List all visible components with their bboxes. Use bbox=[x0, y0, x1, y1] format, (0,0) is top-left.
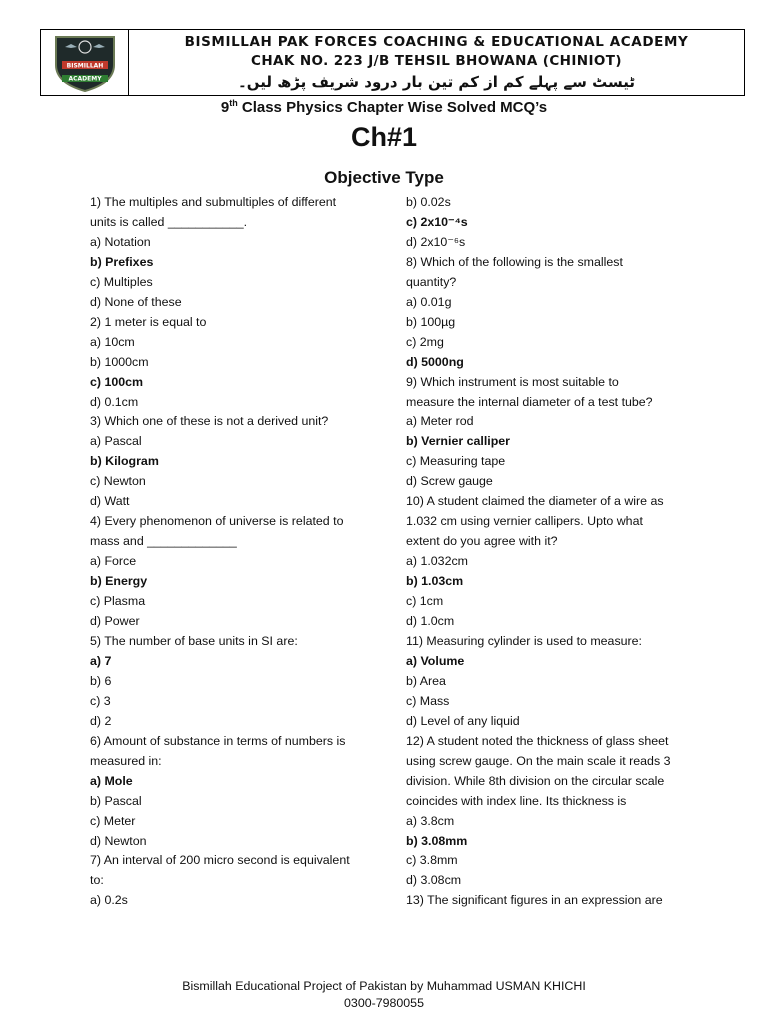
footer bbox=[0, 978, 768, 1012]
text-line: a) 10cm bbox=[90, 334, 135, 349]
text-line: c) Mass bbox=[406, 693, 450, 708]
text-line: c) 2x10⁻⁴s bbox=[406, 214, 468, 229]
question-line: 7) An interval of 200 micro second is equivalent bbox=[90, 853, 350, 868]
text-line: b) 1000cm bbox=[90, 354, 149, 369]
text-line: b) Energy bbox=[90, 574, 148, 589]
text-line: using screw gauge. On the main scale it reads 3 bbox=[406, 753, 671, 768]
text-line: b) Area bbox=[406, 673, 446, 688]
question-line: 6) Amount of substance in terms of numbers is bbox=[90, 733, 346, 748]
text-line: a) 0.2s bbox=[90, 893, 128, 908]
text-line: d) 5000ng bbox=[406, 354, 464, 369]
question-line: 3) Which one of these is not a derived unit? bbox=[90, 414, 329, 429]
text-line: c) 1cm bbox=[406, 594, 444, 609]
question-line: 4) Every phenomenon of universe is related to bbox=[90, 514, 344, 529]
text-line: measure the internal diameter of a test tube? bbox=[406, 394, 653, 409]
text-line: a) 1.032cm bbox=[406, 554, 468, 569]
text-line: a) 0.01g bbox=[406, 294, 452, 309]
text-line: d) Level of any liquid bbox=[406, 713, 520, 728]
text-line: b) Kilogram bbox=[90, 454, 159, 469]
text-line: b) Prefixes bbox=[90, 254, 154, 269]
text-line: c) Plasma bbox=[90, 594, 146, 609]
text-line: b) 3.08mm bbox=[406, 833, 468, 848]
question-line: 1) The multiples and submultiples of different bbox=[90, 195, 337, 209]
text-line: d) Power bbox=[90, 614, 140, 629]
shield-logo-icon bbox=[48, 33, 122, 93]
text-line: c) 3 bbox=[90, 693, 111, 708]
text-line: c) Newton bbox=[90, 474, 146, 489]
grade-number: 9 bbox=[220, 99, 230, 116]
question-line: 8) Which of the following is the smallest bbox=[406, 254, 623, 269]
text-line: measured in: bbox=[90, 753, 162, 768]
question-line: 11) Measuring cylinder is used to measure: bbox=[406, 633, 642, 648]
subtitle-text: Class Physics Chapter Wise Solved MCQ’s bbox=[237, 99, 548, 116]
academy-name: BISMILLAH PAK FORCES COACHING & EDUCATIONAL ACADEMY bbox=[184, 33, 689, 50]
text-line: a) 7 bbox=[90, 653, 112, 668]
text-line: extent do you agree with it? bbox=[406, 534, 558, 549]
text-line: 1.032 cm using vernier callipers. Upto what bbox=[406, 514, 643, 529]
text-line: a) Mole bbox=[90, 773, 133, 788]
text-line: division. While 8th division on the circular scale bbox=[406, 773, 665, 788]
text-line: b) 6 bbox=[90, 673, 112, 688]
question-line: 12) A student noted the thickness of glass sheet bbox=[406, 733, 669, 748]
question-line: 10) A student claimed the diameter of a wire as bbox=[406, 494, 664, 509]
text-line: a) Notation bbox=[90, 234, 151, 249]
text-line: c) 3.8mm bbox=[406, 853, 458, 868]
text-line: d) 3.08cm bbox=[406, 873, 462, 888]
text-line: b) Vernier calliper bbox=[406, 434, 510, 449]
text-line: b) 1.03cm bbox=[406, 574, 464, 589]
text-line: a) Pascal bbox=[90, 434, 142, 449]
academy-logo bbox=[41, 30, 129, 95]
page-subtitle bbox=[0, 98, 768, 116]
text-line: b) 100µg bbox=[406, 314, 456, 329]
text-line: quantity? bbox=[406, 274, 457, 289]
text-line: d) 2x10⁻⁶s bbox=[406, 234, 466, 249]
footer-phone: 0300-7980055 bbox=[344, 996, 424, 1010]
text-line: d) 0.1cm bbox=[90, 394, 139, 409]
grade-suffix: th bbox=[229, 98, 238, 108]
text-line: c) Multiples bbox=[90, 274, 153, 289]
text-line: c) Measuring tape bbox=[406, 454, 506, 469]
footer-credit: Bismillah Educational Project of Pakistan by Muhammad USMAN KHICHI bbox=[182, 979, 586, 993]
text-line: b) Pascal bbox=[90, 793, 142, 808]
header-text-block bbox=[129, 30, 744, 95]
text-line: d) 1.0cm bbox=[406, 614, 455, 629]
text-line: d) None of these bbox=[90, 294, 182, 309]
text-line: units is called ___________. bbox=[90, 214, 248, 229]
text-line: d) Newton bbox=[90, 833, 147, 848]
left-column bbox=[90, 193, 390, 911]
text-line: a) Meter rod bbox=[406, 414, 474, 429]
text-line: a) Force bbox=[90, 554, 137, 569]
urdu-instruction: ٹیسٹ سے پہلے کم از کم تین بار درود شریف پڑھ لیں۔ bbox=[237, 72, 636, 91]
text-line: c) 2mg bbox=[406, 334, 444, 349]
text-line: b) 0.02s bbox=[406, 195, 451, 209]
header-box bbox=[40, 29, 745, 96]
chapter-title: Ch#1 bbox=[350, 122, 418, 152]
text-line: a) 3.8cm bbox=[406, 813, 455, 828]
question-line: 2) 1 meter is equal to bbox=[90, 314, 207, 329]
logo-text-bottom: ACADEMY bbox=[67, 75, 102, 82]
academy-address: CHAK NO. 223 J/B TEHSIL BHOWANA (CHINIOT) bbox=[251, 52, 622, 69]
text-line: to: bbox=[90, 873, 104, 888]
text-line: c) Meter bbox=[90, 813, 136, 828]
logo-text-top: BISMILLAH bbox=[66, 62, 103, 69]
question-line: 9) Which instrument is most suitable to bbox=[406, 374, 619, 389]
text-line: coincides with index line. Its thickness is bbox=[406, 793, 627, 808]
text-line: d) Screw gauge bbox=[406, 474, 493, 489]
text-line: mass and _____________ bbox=[90, 534, 237, 549]
text-line: c) 100cm bbox=[90, 374, 144, 389]
text-line: a) Volume bbox=[406, 653, 465, 668]
text-line: d) Watt bbox=[90, 494, 130, 509]
question-line: 13) The significant figures in an expression are bbox=[406, 893, 663, 908]
question-line: 5) The number of base units in SI are: bbox=[90, 633, 298, 648]
text-line: d) 2 bbox=[90, 713, 112, 728]
section-title: Objective Type bbox=[324, 168, 444, 187]
right-column bbox=[406, 193, 696, 911]
